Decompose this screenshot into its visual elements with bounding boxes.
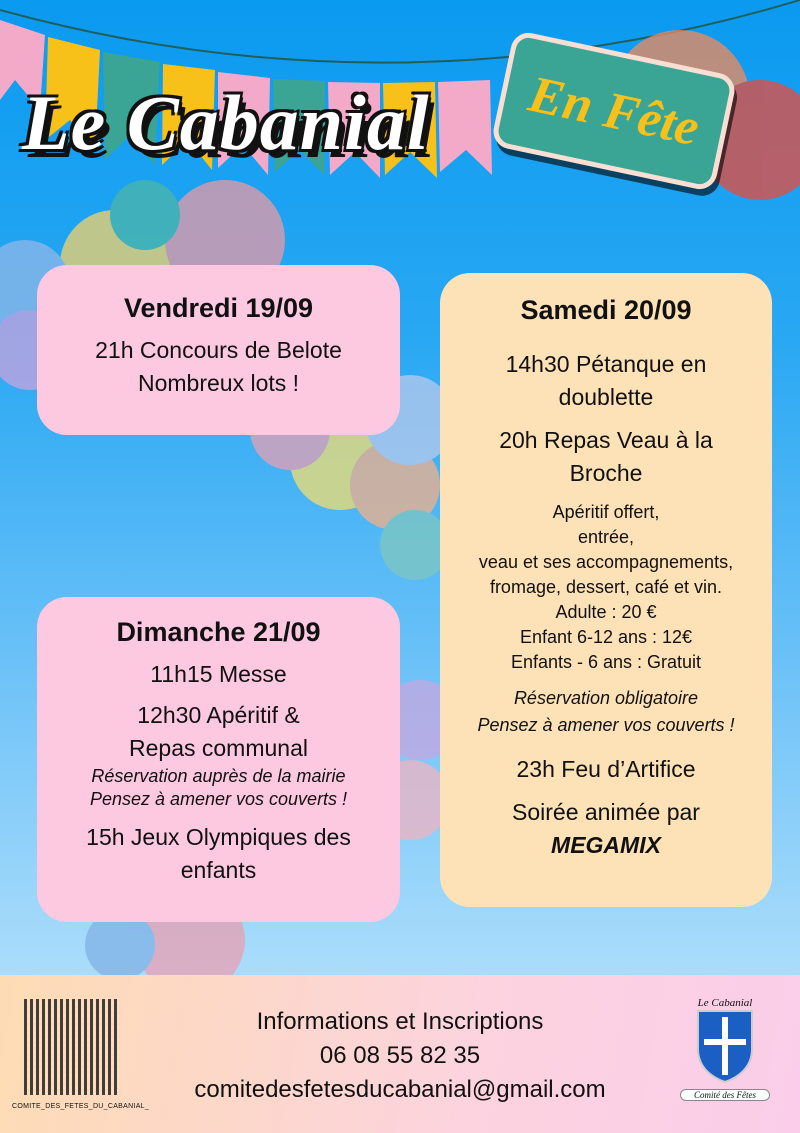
menu-line: entrée, (577, 527, 635, 547)
price-line: Adulte : 20 € (555, 602, 657, 622)
poster-title: Le Cabanial (22, 79, 430, 166)
instagram-qr-code[interactable] (24, 999, 120, 1095)
sunday-event: 12h30 Apéritif & Repas communal (129, 702, 308, 761)
email-address[interactable]: comitedesfetesducabanial@gmail.com (194, 1076, 606, 1103)
friday-line: 21h Concours de Belote (95, 337, 342, 363)
friday-card (37, 265, 400, 435)
saturday-note: Réservation obligatoire (513, 688, 699, 708)
saturday-card (440, 273, 772, 907)
sunday-event: 11h15 Messe (150, 661, 287, 687)
sunday-note: Pensez à amener vos couverts ! (89, 789, 348, 809)
friday-line: Nombreux lots ! (137, 370, 300, 396)
saturday-event: Soirée animée par (512, 799, 700, 825)
footer (0, 975, 800, 1133)
saturday-note: Pensez à amener vos couverts ! (477, 715, 735, 735)
saturday-event: 20h Repas Veau à la Broche (499, 427, 713, 486)
sunday-event: 15h Jeux Olympiques des enfants (86, 824, 351, 883)
crest-top-text: Le Cabanial (697, 997, 753, 1009)
friday-heading: Vendredi 19/09 (123, 293, 314, 323)
sunday-heading: Dimanche 21/09 (116, 617, 321, 647)
menu-line: fromage, dessert, café et vin. (489, 577, 723, 597)
crest-logo (680, 997, 770, 1101)
dj-name: MEGAMIX (551, 832, 661, 858)
badge-text: En Fête (523, 65, 705, 157)
sunday-note: Réservation auprès de la mairie (91, 766, 346, 786)
saturday-heading: Samedi 20/09 (520, 295, 692, 325)
phone-number: 06 08 55 82 35 (319, 1042, 481, 1069)
saturday-event: 23h Feu d’Artifice (516, 756, 696, 782)
price-line: Enfants - 6 ans : Gratuit (510, 652, 702, 672)
info-heading: Informations et Inscriptions (256, 1008, 544, 1035)
contact-info (150, 1005, 650, 1107)
sunday-card (37, 597, 400, 922)
crest-bottom-text: Comité des Fêtes (680, 1089, 770, 1101)
menu-line: veau et ses accompagnements, (478, 552, 734, 572)
menu-line: Apéritif offert, (552, 502, 660, 522)
shield-icon (690, 1009, 760, 1084)
qr-label: COMITE_DES_FETES_DU_CABANIAL_ (12, 1103, 150, 1110)
price-line: Enfant 6-12 ans : 12€ (519, 627, 693, 647)
saturday-event: 14h30 Pétanque en doublette (505, 351, 707, 410)
